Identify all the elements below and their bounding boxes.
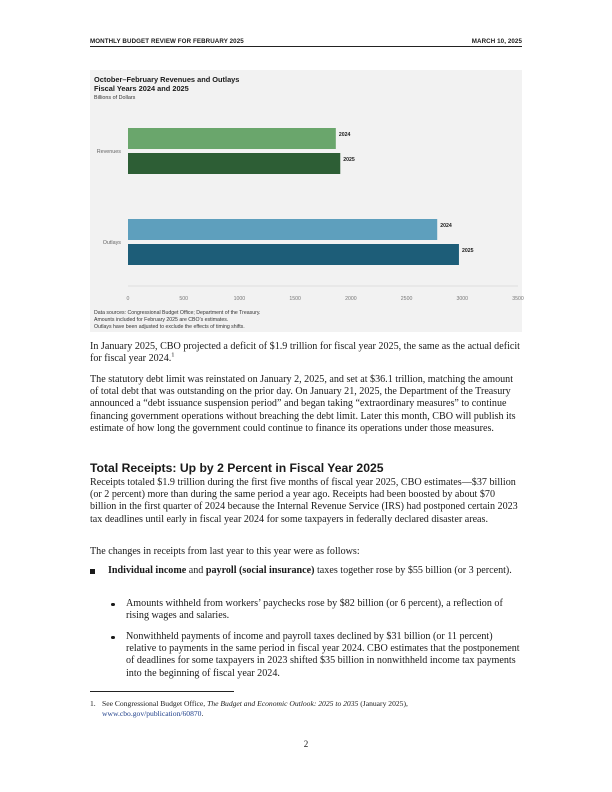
category-label-revenues: Revenues bbox=[96, 149, 121, 155]
chart-note-timing: Outlays have been adjusted to exclude the effects of timing shifts. bbox=[94, 324, 245, 330]
category-label-outlays: Outlays bbox=[102, 240, 121, 246]
paragraph-debt-limit bbox=[90, 374, 522, 435]
chart-note-sources: Data sources: Congressional Budget Office; Department of the Treasury. bbox=[94, 310, 261, 316]
bar-label-outlays-2025: 2025 bbox=[461, 248, 474, 254]
bar-revenues-2025 bbox=[128, 153, 340, 174]
footnote-number: 1. bbox=[90, 699, 96, 708]
footnote-post: (January 2025), bbox=[358, 699, 408, 708]
bar-label-revenues-2025: 2025 bbox=[343, 157, 355, 163]
bar-outlays-2024 bbox=[128, 219, 437, 240]
sub-bullet-nonwithheld bbox=[108, 631, 522, 680]
paragraph-receipts bbox=[90, 477, 522, 526]
bar-outlays-2025 bbox=[128, 244, 459, 265]
chart-note-estimates: Amounts included for February 2025 are CBO’s estimates. bbox=[94, 317, 229, 323]
x-tick-label-2500: 2500 bbox=[400, 296, 413, 302]
bullet-bold-individual-income: Individual income bbox=[108, 565, 187, 576]
x-tick-label-0: 0 bbox=[126, 296, 130, 302]
running-header-date: MARCH 10, 2025 bbox=[471, 38, 522, 45]
footnote-rule bbox=[90, 691, 234, 692]
bullet-and: and bbox=[186, 565, 206, 576]
footnote-end: . bbox=[201, 709, 204, 718]
sub-bullet-nonwithheld-text: Nonwithheld payments of income and payroll taxes declined by $31 billion (or 11 percent) relative to payments in the same period in fiscal year 2024. CBO estimates that the postponement of deadlines for some taxpayers in 2023 shifted $35 billion in nonwithheld income tax payments into the beginning of fiscal year 2024. bbox=[126, 631, 520, 679]
sub-bullet-withheld-text: Amounts withheld from workers’ paychecks rose by $82 billion (or 6 percent), a reflection of rising wages and salaries. bbox=[126, 598, 503, 622]
footnote-ref-1[interactable]: 1 bbox=[171, 351, 175, 359]
chart-title-line2: Fiscal Years 2024 and 2025 bbox=[94, 84, 189, 93]
running-header-title: MONTHLY BUDGET REVIEW FOR FEBRUARY 2025 bbox=[90, 38, 244, 45]
section-title: Total Receipts: Up by 2 Percent in Fiscal Year 2025 bbox=[90, 461, 384, 475]
footnote-publication-title: The Budget and Economic Outlook: 2025 to 2035 bbox=[207, 699, 359, 708]
bar-label-revenues-2024: 2024 bbox=[338, 132, 351, 138]
x-tick-label-2000: 2000 bbox=[345, 296, 357, 302]
chart-title-line1: October–February Revenues and Outlays bbox=[94, 75, 240, 84]
header-rule bbox=[90, 46, 522, 47]
paragraph-changes-intro-text: The changes in receipts from last year to this year were as follows: bbox=[90, 546, 360, 557]
bar-revenues-2024 bbox=[128, 128, 336, 149]
x-tick-label-500: 500 bbox=[179, 296, 189, 302]
paragraph-changes-intro bbox=[90, 546, 522, 558]
x-tick-label-1500: 1500 bbox=[289, 296, 301, 302]
bullet-bold-payroll: payroll (social insurance) bbox=[205, 565, 315, 576]
paragraph-debt-limit-text: The statutory debt limit was reinstated on January 2, 2025, and set at $36.1 trillion, matching the amount of total debt that was outstanding on the prior day. On January 21, 2025, the Department of the Treasury announced a “debt issuance suspension period” and began taking “extraordinary measures” to continue financing government operations without breaching the debt limit. Later this month, CBO will publish its estimate of how long the government could continue to finance its operations under those measures. bbox=[90, 374, 516, 434]
footnote-link[interactable]: www.cbo.gov/publication/60870 bbox=[102, 709, 202, 718]
revenues-outlays-chart bbox=[90, 70, 522, 332]
sub-bullet-withheld bbox=[108, 598, 522, 622]
dot-bullet-icon bbox=[111, 603, 115, 607]
dot-bullet-icon bbox=[111, 636, 115, 640]
x-tick-label-1000: 1000 bbox=[233, 296, 246, 302]
chart-unit-label: Billions of Dollars bbox=[94, 95, 136, 101]
paragraph-receipts-text: Receipts totaled $1.9 trillion during the first five months of fiscal year 2025, CBO estimates—$37 billion (or 2 percent) more than during the same period a year ago. Receipts had been boosted by about $70 billion in the first quarter of 2024 because the Internal Revenue Service (IRS) had postponed certain 2023 tax deadlines until early in fiscal year 2024 for some taxpayers in federally declared disaster areas. bbox=[90, 477, 518, 525]
bullet-rest: taxes together rose by $55 billion (or 3 percent). bbox=[314, 565, 512, 576]
paragraph-deficit bbox=[90, 341, 522, 365]
footnote bbox=[90, 699, 522, 719]
page-number: 2 bbox=[303, 739, 309, 749]
footnote-pre: See Congressional Budget Office, bbox=[102, 699, 208, 708]
chart-canvas bbox=[90, 70, 522, 332]
paragraph-deficit-text: In January 2025, CBO projected a deficit of $1.9 trillion for fiscal year 2025, the same as the actual deficit for fiscal year 2024. bbox=[90, 341, 520, 365]
x-tick-label-3000: 3000 bbox=[456, 296, 469, 302]
bullet-individual-payroll bbox=[90, 565, 522, 577]
square-bullet-icon bbox=[90, 569, 95, 574]
x-tick-label-3500: 3500 bbox=[512, 296, 524, 302]
bar-label-outlays-2024: 2024 bbox=[440, 223, 452, 229]
